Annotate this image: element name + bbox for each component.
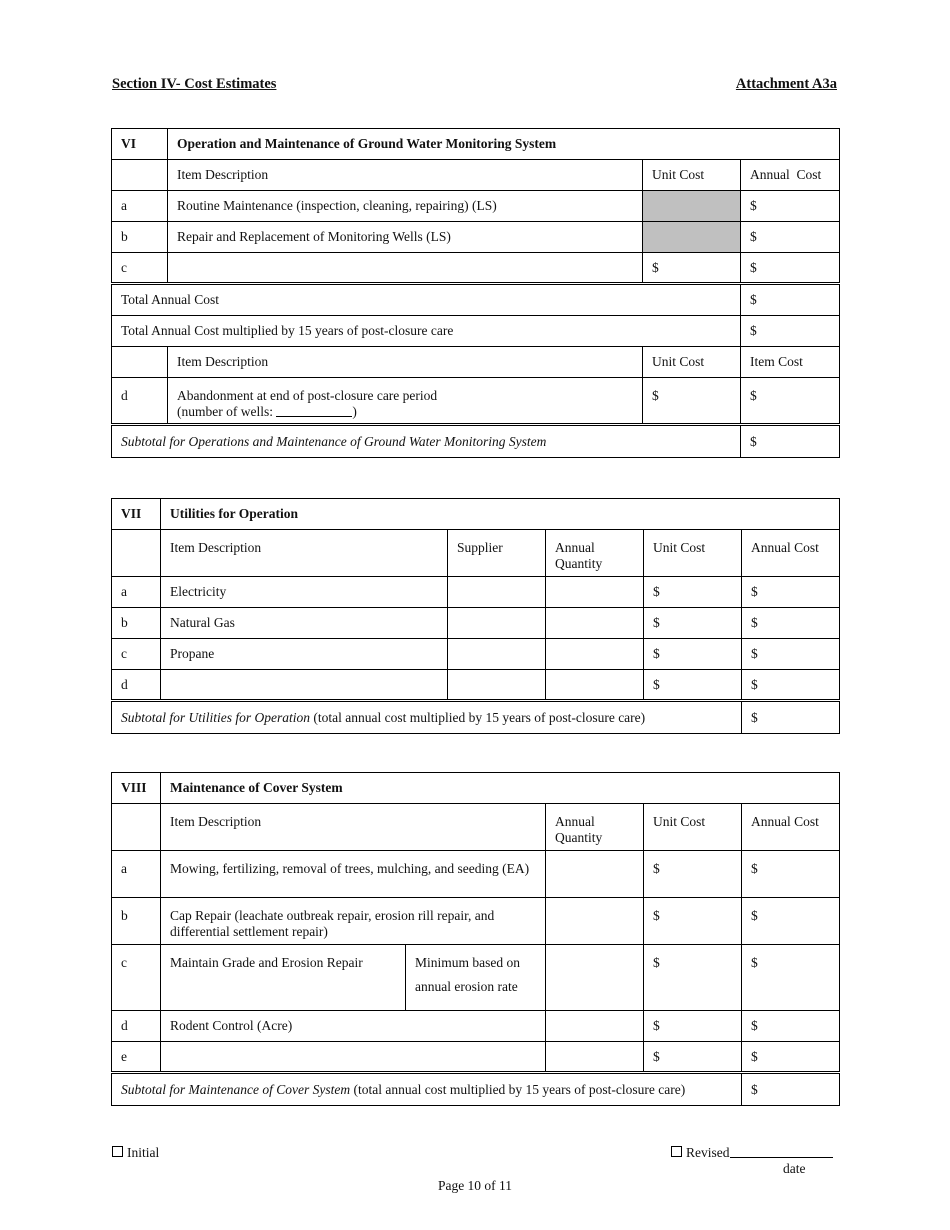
- row-id: a: [112, 577, 161, 608]
- row-id: a: [112, 851, 161, 898]
- unit-cost-field[interactable]: $: [644, 851, 742, 898]
- col-header-unit-cost: Unit Cost: [643, 347, 741, 378]
- row-id: d: [112, 378, 168, 425]
- table-row: [112, 191, 840, 222]
- annual-cost-field[interactable]: $: [741, 222, 840, 253]
- row-description: Mowing, fertilizing, removal of trees, mulching, and seeding (EA): [161, 851, 546, 898]
- annual-quantity-field[interactable]: [546, 898, 644, 945]
- annual-cost-field[interactable]: $: [742, 639, 840, 670]
- table-cover-maintenance: [111, 772, 840, 1106]
- unit-cost-field[interactable]: $: [644, 608, 742, 639]
- unit-cost-field[interactable]: $: [643, 253, 741, 284]
- note-line-1: Minimum based on: [415, 955, 520, 970]
- subtotal-field[interactable]: $: [741, 425, 840, 458]
- annual-quantity-field[interactable]: [546, 608, 644, 639]
- row-id: b: [112, 222, 168, 253]
- table-row: [112, 577, 840, 608]
- table-row: [112, 851, 840, 898]
- annual-cost-field[interactable]: $: [742, 608, 840, 639]
- table-row: [112, 378, 840, 425]
- unit-cost-field[interactable]: $: [644, 898, 742, 945]
- row-note: [406, 945, 546, 1011]
- total-annual-cost-label: Total Annual Cost: [112, 284, 741, 316]
- unit-cost-shaded: [643, 222, 741, 253]
- revised-label: Revised: [686, 1145, 730, 1160]
- col-header-description: Item Description: [161, 804, 546, 851]
- unit-cost-field[interactable]: $: [644, 639, 742, 670]
- col-header-item-cost: Item Cost: [741, 347, 840, 378]
- col-header-description: Item Description: [168, 347, 643, 378]
- subtotal-label: [112, 1073, 742, 1106]
- wells-prefix: (number of wells:: [177, 404, 277, 419]
- section-heading: Utilities for Operation: [161, 499, 840, 530]
- annual-cost-field[interactable]: $: [742, 577, 840, 608]
- col-header-annual-cost: Annual Cost: [742, 530, 840, 577]
- table-row: [112, 253, 840, 284]
- section-heading: Operation and Maintenance of Ground Water Monitoring System: [168, 129, 840, 160]
- row-description: Propane: [161, 639, 448, 670]
- unit-cost-field[interactable]: $: [644, 945, 742, 1011]
- unit-cost-field[interactable]: $: [644, 577, 742, 608]
- col-header-unit-cost: Unit Cost: [643, 160, 741, 191]
- supplier-field[interactable]: [448, 670, 546, 701]
- table-row: [112, 608, 840, 639]
- row-description: Rodent Control (Acre): [161, 1011, 546, 1042]
- section-title: Section IV- Cost Estimates: [112, 76, 277, 92]
- number-of-wells-blank[interactable]: [276, 405, 352, 417]
- subtotal-note: (total annual cost multiplied by 15 years of post-closure care): [310, 709, 646, 725]
- row-id: c: [112, 639, 161, 670]
- unit-cost-shaded: [643, 191, 741, 222]
- supplier-field[interactable]: [448, 639, 546, 670]
- unit-cost-field[interactable]: $: [644, 670, 742, 701]
- annual-cost-field[interactable]: $: [742, 851, 840, 898]
- annual-quantity-field[interactable]: [546, 1042, 644, 1073]
- attachment-label: Attachment A3a: [735, 76, 837, 92]
- table-utilities: [111, 498, 840, 734]
- row-id: d: [112, 670, 161, 701]
- col-header-annual-cost: Annual Cost: [741, 160, 840, 191]
- revised-checkbox[interactable]: [671, 1146, 682, 1157]
- annual-quantity-field[interactable]: [546, 851, 644, 898]
- revised-option[interactable]: [671, 1145, 833, 1161]
- annual-cost-field[interactable]: $: [742, 945, 840, 1011]
- row-description-field[interactable]: [161, 1042, 546, 1073]
- annual-quantity-field[interactable]: [546, 1011, 644, 1042]
- total-15-years-label: Total Annual Cost multiplied by 15 years of post-closure care: [112, 316, 741, 347]
- section-heading: Maintenance of Cover System: [161, 773, 840, 804]
- total-15-years-field[interactable]: $: [741, 316, 840, 347]
- subtotal-label: [112, 701, 742, 734]
- row-description: [168, 378, 643, 425]
- table-row: [112, 898, 840, 945]
- annual-cost-field[interactable]: $: [742, 1042, 840, 1073]
- section-number: VII: [112, 499, 161, 530]
- col-header-annual-quantity: Annual Quantity: [546, 804, 644, 851]
- page-number: Page 10 of 11: [437, 1178, 513, 1193]
- row-id: b: [112, 608, 161, 639]
- row-description: Repair and Replacement of Monitoring Wells (LS): [168, 222, 643, 253]
- annual-cost-field[interactable]: $: [742, 670, 840, 701]
- initial-label: Initial: [127, 1145, 160, 1160]
- unit-cost-field[interactable]: $: [643, 378, 741, 425]
- table-ground-water-monitoring: [111, 128, 840, 458]
- table-row: [112, 945, 840, 1011]
- row-id: c: [112, 945, 161, 1011]
- subtotal-label: Subtotal for Operations and Maintenance of Ground Water Monitoring System: [112, 425, 741, 458]
- row-id: c: [112, 253, 168, 284]
- item-cost-field[interactable]: $: [741, 378, 840, 425]
- row-id: e: [112, 1042, 161, 1073]
- annual-quantity-field[interactable]: [546, 639, 644, 670]
- col-header-supplier: Supplier: [448, 530, 546, 577]
- number-of-wells: [177, 404, 633, 420]
- row-description: Routine Maintenance (inspection, cleaning, repairing) (LS): [168, 191, 643, 222]
- table-row: [112, 639, 840, 670]
- annual-quantity-field[interactable]: [546, 670, 644, 701]
- row-id: b: [112, 898, 161, 945]
- table-row: [112, 222, 840, 253]
- initial-checkbox[interactable]: [112, 1146, 123, 1157]
- subtotal-field[interactable]: $: [742, 701, 840, 734]
- col-header-description: Item Description: [161, 530, 448, 577]
- annual-cost-field[interactable]: $: [741, 191, 840, 222]
- annual-cost-field[interactable]: $: [742, 1011, 840, 1042]
- col-header-description: Item Description: [168, 160, 643, 191]
- supplier-field[interactable]: [448, 608, 546, 639]
- row-description: Electricity: [161, 577, 448, 608]
- unit-cost-field[interactable]: $: [644, 1042, 742, 1073]
- col-header-unit-cost: Unit Cost: [644, 804, 742, 851]
- supplier-field[interactable]: [448, 577, 546, 608]
- initial-option[interactable]: [112, 1145, 159, 1161]
- section-number: VIII: [112, 773, 161, 804]
- row-description: Maintain Grade and Erosion Repair: [161, 945, 406, 1011]
- subtotal-note: (total annual cost multiplied by 15 years of post-closure care): [350, 1081, 686, 1097]
- col-header-annual-cost: Annual Cost: [742, 804, 840, 851]
- annual-quantity-field[interactable]: [546, 945, 644, 1011]
- table-row: [112, 1011, 840, 1042]
- row-description-field[interactable]: [161, 670, 448, 701]
- note-line-2: annual erosion rate: [415, 979, 518, 994]
- wells-suffix: ): [352, 404, 357, 419]
- annual-cost-field[interactable]: $: [741, 253, 840, 284]
- subtotal-field[interactable]: $: [742, 1073, 840, 1106]
- col-header-unit-cost: Unit Cost: [644, 530, 742, 577]
- abandonment-description: Abandonment at end of post-closure care period: [177, 388, 438, 403]
- row-description: Natural Gas: [161, 608, 448, 639]
- annual-quantity-field[interactable]: [546, 577, 644, 608]
- subtotal-italic: Subtotal for Maintenance of Cover System: [121, 1081, 351, 1097]
- row-description: Cap Repair (leachate outbreak repair, erosion rill repair, and differential settlement repair): [161, 898, 546, 945]
- row-id: d: [112, 1011, 161, 1042]
- annual-cost-field[interactable]: $: [742, 898, 840, 945]
- total-annual-cost-field[interactable]: $: [741, 284, 840, 316]
- subtotal-italic: Subtotal for Utilities for Operation: [121, 709, 311, 725]
- date-caption: date: [783, 1161, 806, 1176]
- revised-date-line[interactable]: [730, 1145, 833, 1158]
- table-row: [112, 670, 840, 701]
- table-row: [112, 1042, 840, 1073]
- row-id: a: [112, 191, 168, 222]
- section-number: VI: [112, 129, 168, 160]
- row-description-field[interactable]: [168, 253, 643, 284]
- col-header-annual-quantity: Annual Quantity: [546, 530, 644, 577]
- unit-cost-field[interactable]: $: [644, 1011, 742, 1042]
